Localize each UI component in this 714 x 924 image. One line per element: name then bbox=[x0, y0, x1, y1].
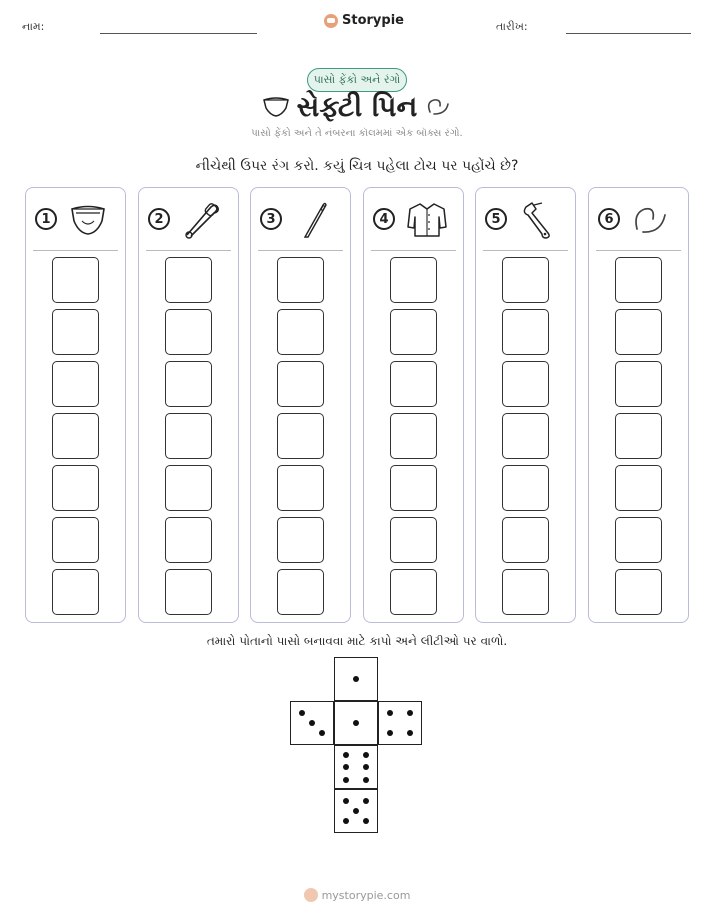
die-face bbox=[334, 789, 378, 833]
color-box[interactable] bbox=[390, 361, 437, 407]
color-box[interactable] bbox=[165, 257, 212, 303]
question-text: નીચેથી ઉપર રંગ કરો. કયું ચિત્ર પહેલા ટોચ પર પહોંચે છે? bbox=[195, 158, 519, 174]
column-6 bbox=[588, 187, 689, 623]
column-4 bbox=[363, 187, 464, 623]
color-box[interactable] bbox=[390, 309, 437, 355]
page-subtitle: પાસો ફેંકો અને તે નંબરના કૉલમમાં એક બૉક્સ રંગો. bbox=[251, 128, 463, 139]
color-box[interactable] bbox=[390, 569, 437, 615]
die-pip bbox=[363, 777, 369, 783]
column-divider bbox=[371, 250, 456, 251]
color-box[interactable] bbox=[390, 517, 437, 563]
color-box[interactable] bbox=[502, 257, 549, 303]
color-box[interactable] bbox=[52, 517, 99, 563]
color-box[interactable] bbox=[52, 465, 99, 511]
die-pip bbox=[309, 720, 315, 726]
cut-instruction: તમારો પોતાનો પાસો બનાવવા માટે કાપો અને લીટીઓ પર વાળો. bbox=[206, 634, 508, 648]
die-pip bbox=[343, 752, 349, 758]
color-box[interactable] bbox=[615, 309, 662, 355]
color-box[interactable] bbox=[615, 465, 662, 511]
color-box[interactable] bbox=[52, 413, 99, 459]
safety-pin-icon bbox=[181, 201, 221, 239]
date-label: તારીખ: bbox=[496, 20, 528, 33]
die-pip bbox=[353, 720, 359, 726]
brand-name: Storypie bbox=[342, 13, 404, 28]
column-number: 2 bbox=[148, 208, 170, 230]
color-box[interactable] bbox=[277, 517, 324, 563]
die-pip bbox=[319, 730, 325, 736]
die-pip bbox=[363, 818, 369, 824]
column-2 bbox=[138, 187, 239, 623]
column-divider bbox=[596, 250, 681, 251]
column-number: 3 bbox=[260, 208, 282, 230]
die-face bbox=[378, 701, 422, 745]
die-pip bbox=[363, 798, 369, 804]
column-header bbox=[364, 188, 463, 250]
shirt-icon bbox=[406, 201, 448, 239]
die-pip bbox=[363, 764, 369, 770]
color-box[interactable] bbox=[277, 257, 324, 303]
storypie-icon bbox=[324, 14, 338, 28]
column-number: 5 bbox=[485, 208, 507, 230]
die-pip bbox=[343, 777, 349, 783]
color-box[interactable] bbox=[615, 361, 662, 407]
color-box[interactable] bbox=[277, 413, 324, 459]
die-pip bbox=[407, 710, 413, 716]
column-5 bbox=[475, 187, 576, 623]
color-box[interactable] bbox=[165, 517, 212, 563]
color-box[interactable] bbox=[615, 413, 662, 459]
color-box[interactable] bbox=[615, 517, 662, 563]
page-title: સેફ્ટી પિન bbox=[296, 90, 418, 123]
column-header bbox=[476, 188, 575, 250]
die-pip bbox=[343, 818, 349, 824]
column-divider bbox=[33, 250, 118, 251]
die-pip bbox=[299, 710, 305, 716]
color-box[interactable] bbox=[165, 309, 212, 355]
die-face bbox=[334, 745, 378, 789]
die-face bbox=[334, 701, 378, 745]
color-box[interactable] bbox=[615, 257, 662, 303]
die-pip bbox=[363, 752, 369, 758]
column-number: 4 bbox=[373, 208, 395, 230]
color-box[interactable] bbox=[502, 569, 549, 615]
die-pip bbox=[343, 798, 349, 804]
color-box[interactable] bbox=[502, 517, 549, 563]
storypie-icon bbox=[304, 888, 318, 902]
column-number: 6 bbox=[598, 208, 620, 230]
color-box[interactable] bbox=[165, 465, 212, 511]
color-box[interactable] bbox=[390, 413, 437, 459]
column-header bbox=[589, 188, 688, 250]
die-pip bbox=[407, 730, 413, 736]
die-pip bbox=[387, 710, 393, 716]
column-divider bbox=[483, 250, 568, 251]
column-header bbox=[139, 188, 238, 250]
die-pip bbox=[387, 730, 393, 736]
clamp-icon bbox=[518, 201, 558, 239]
color-box[interactable] bbox=[390, 257, 437, 303]
column-1 bbox=[25, 187, 126, 623]
hook-pin-icon bbox=[631, 201, 671, 239]
brand-logo bbox=[324, 13, 404, 28]
die-pip bbox=[343, 764, 349, 770]
color-box[interactable] bbox=[277, 569, 324, 615]
color-box[interactable] bbox=[502, 361, 549, 407]
column-divider bbox=[146, 250, 231, 251]
die-pip bbox=[353, 676, 359, 682]
column-header bbox=[26, 188, 125, 250]
die-face bbox=[290, 701, 334, 745]
color-box[interactable] bbox=[277, 309, 324, 355]
color-box[interactable] bbox=[502, 465, 549, 511]
column-3 bbox=[250, 187, 351, 623]
color-box[interactable] bbox=[502, 309, 549, 355]
color-box[interactable] bbox=[165, 361, 212, 407]
column-divider bbox=[258, 250, 343, 251]
column-number: 1 bbox=[35, 208, 57, 230]
column-header bbox=[251, 188, 350, 250]
color-box[interactable] bbox=[277, 361, 324, 407]
color-box[interactable] bbox=[52, 257, 99, 303]
footer bbox=[0, 888, 714, 902]
needle-icon bbox=[293, 201, 333, 239]
die-face bbox=[334, 657, 378, 701]
footer-url[interactable]: mystorypie.com bbox=[321, 888, 411, 902]
name-label: નામ: bbox=[22, 20, 45, 33]
color-box[interactable] bbox=[615, 569, 662, 615]
color-box[interactable] bbox=[52, 569, 99, 615]
color-box[interactable] bbox=[165, 413, 212, 459]
die-pip bbox=[353, 808, 359, 814]
color-box[interactable] bbox=[502, 413, 549, 459]
color-box[interactable] bbox=[390, 465, 437, 511]
color-box[interactable] bbox=[52, 361, 99, 407]
color-box[interactable] bbox=[277, 465, 324, 511]
color-box[interactable] bbox=[165, 569, 212, 615]
name-line[interactable] bbox=[100, 33, 257, 34]
date-line[interactable] bbox=[566, 33, 691, 34]
color-box[interactable] bbox=[52, 309, 99, 355]
diaper-icon bbox=[68, 201, 108, 239]
hook-pin-icon bbox=[424, 96, 452, 118]
activity-badge: પાસો ફેંકો અને રંગો bbox=[307, 68, 407, 92]
